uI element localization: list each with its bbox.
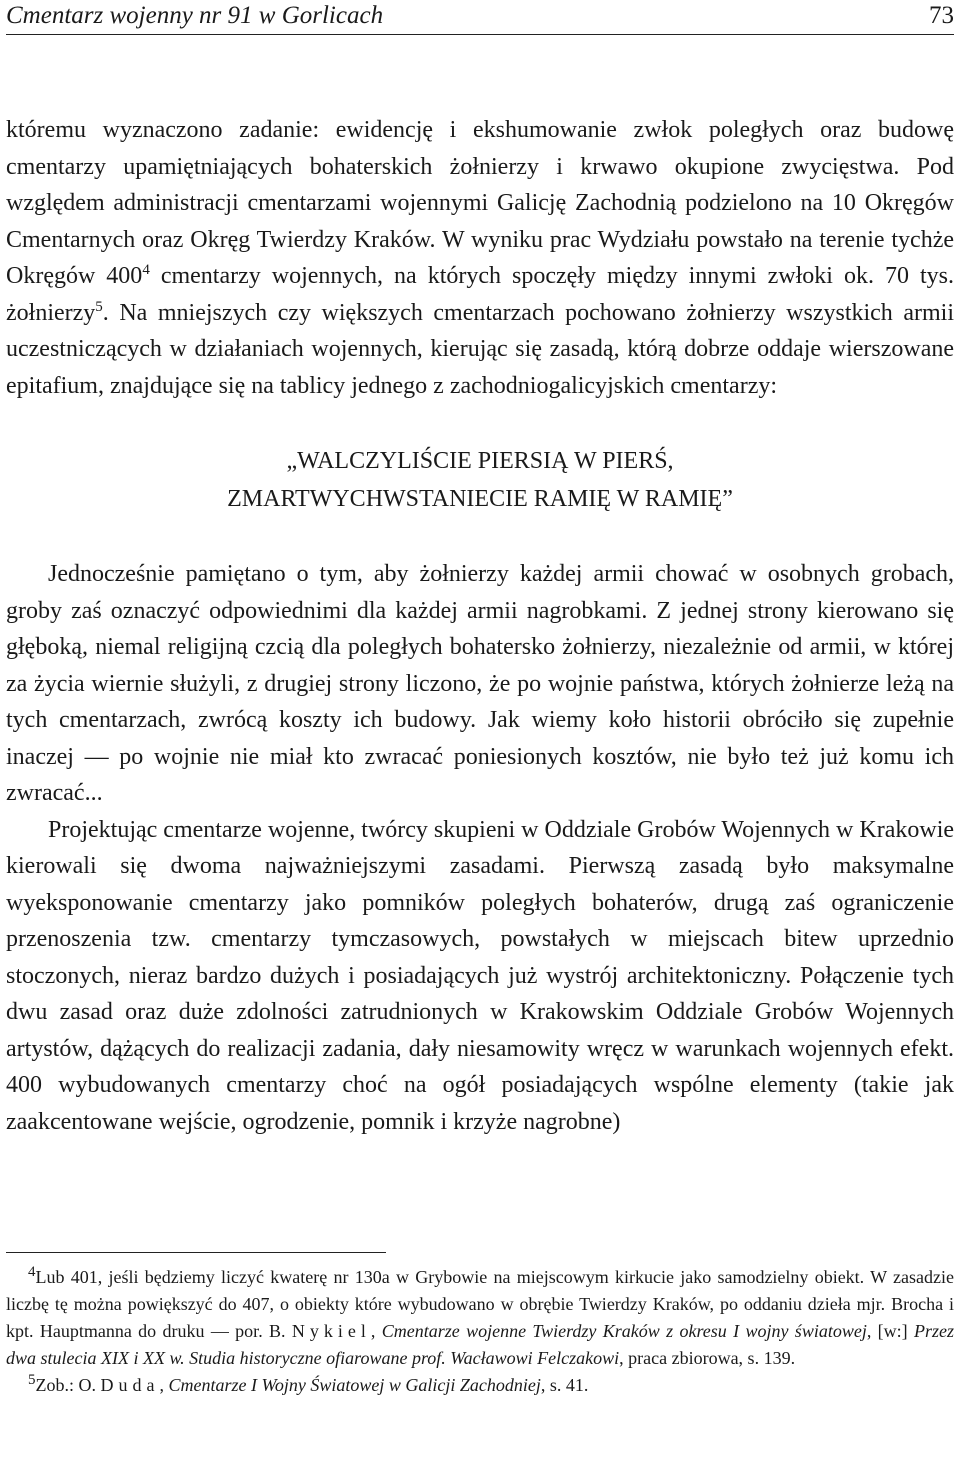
paragraph-text: cmentarzy wojennych, na których spoczęły między innymi zwłoki ok. 70 tys. żołnierzy [6, 263, 954, 326]
paragraph-text: . Na mniejszych czy większych cmentarzach pochowano żołnierzy wszystkich armii uczestniczących w działaniach wojennych, kierując się zasadą, którą dobrze oddaje wierszowane epitafium, znajdujące się na tablicy jednego z zachodniogalicyjskich cmentarzy: [6, 299, 954, 399]
footnote-mark: 5 [28, 1372, 36, 1388]
page-number: 73 [929, 2, 954, 29]
cited-title: Przez dwa stulecia XIX i XX w. Studia historyczne ofiarowane prof. Wacławowi Felczakowi [6, 1321, 955, 1368]
quote-line: ZMARTWYCHWSTANIECIE RAMIĘ W RAMIĘ” [227, 486, 733, 512]
epitaph-quote [6, 442, 954, 518]
author-name: Duda [100, 1375, 160, 1395]
footnote-ref-5[interactable]: 5 [95, 298, 103, 315]
body-text [6, 112, 954, 1140]
paragraph: Jednocześnie pamiętano o tym, aby żołnierzy każdej armii chować w osobnych grobach, groby zaś oznaczyć odpowiednimi dla każdej armii nagrobkami. Z jednej strony kierowano się głęboką, niemal religijną czcią dla poległych bohatersko żołnierzy, niezależnie od armii, w której za życia wiernie służyli, z drugiej strony liczono, że po wojnie państwa, których żołnierze leżą na tych cmentarzach, zwrócą koszty ich budowy. Jak wiemy koło historii obróciło się zupełnie inaczej — po wojnie nie miał kto zwracać poniesionych kosztów, nie było też już komu ich zwracać... [6, 561, 954, 806]
paragraph-text: któremu wyznaczono zadanie: ewidencję i ekshumowanie zwłok poległych oraz budowę cmentarzy upamiętniających bohaterskich żołnierzy i krwawo okupione zwycięstwa. Pod względem administracji cmentarzami wojennymi Galicję Zachodnią podzielono na 10 Okręgów Cmentarnych oraz Okręg Twierdzy Kraków. W wyniku prac Wydziału powstało na terenie tychże Okręgów 400 [6, 117, 954, 289]
footnote-4: $^4$Lub 401, jeśli będziemy liczyć kwaterę nr 130a w Grybowie na miejscowym kirkucie jako samodzielny obiekt. W zasadzie liczbę tę można powiększyć do 407, o obiekty które wybudowano w obrębie Twierdzy Kraków, po oddaniu dzieła mjr. Brocha i kpt. Hauptmanna do druku — por. B. Nykiel, Cmentarze wojenne Twierdzy Kraków z okresu I wojny światowej, [w:] Przez dwa stulecia XIX i XX w. Studia historyczne ofiarowane prof. Wacławowi Felczakowi, praca zbiorowa, s. 139. [6, 1264, 955, 1368]
running-title: Cmentarz wojenny nr 91 w Gorlicach [6, 2, 384, 29]
footnote-5: $^5$Zob.: O. Duda, Cmentarze I Wojny Światowej w Galicji Zachodniej, s. 41. [28, 1372, 589, 1395]
footnote-ref-4[interactable]: 4 [142, 262, 150, 278]
paragraph-continued [6, 112, 954, 404]
paragraph: Projektując cmentarze wojenne, twórcy skupieni w Oddziale Grobów Wojennych w Krakowie kierowali się dwoma najważniejszymi zasadami. Pierwszą zasadą było maksymalne wyeksponowanie cmentarzy jako pomników poległych bohaterów, drugą zaś ograniczenie przenoszenia tzw. cmentarzy tymczasowych, powstałych w miejscach bitew uprzednio stoczonych, nieraz bardzo dużych i posiadających już wystrój architektoniczny. Połączenie tych dwu zasad oraz duże zdolności zatrudnionych w Krakowskim Oddziale Grobów Wojennych artystów, dążących do realizacji zadania, dały niesamowity wręcz w warunkach wojennych efekt. 400 wybudowanych cmentarzy choć na ogół posiadających wspólne elementy (takie jak zaakcentowane wejście, ogrodzenie, pomnik i krzyże nagrobne) [6, 816, 955, 1135]
footnote-divider [6, 1252, 386, 1253]
running-header [6, 0, 954, 35]
quote-line: „WALCZYLIŚCIE PIERSIĄ W PIERŚ, [286, 448, 674, 474]
footnotes [6, 1264, 954, 1399]
author-name: Nykiel [291, 1321, 371, 1341]
cited-title: Cmentarze wojenne Twierdzy Kraków z okresu I wojny światowej [381, 1321, 867, 1341]
cited-title: Cmentarze I Wojny Światowej w Galicji Zachodniej [168, 1375, 541, 1395]
footnote-mark: 4 [28, 1264, 36, 1280]
